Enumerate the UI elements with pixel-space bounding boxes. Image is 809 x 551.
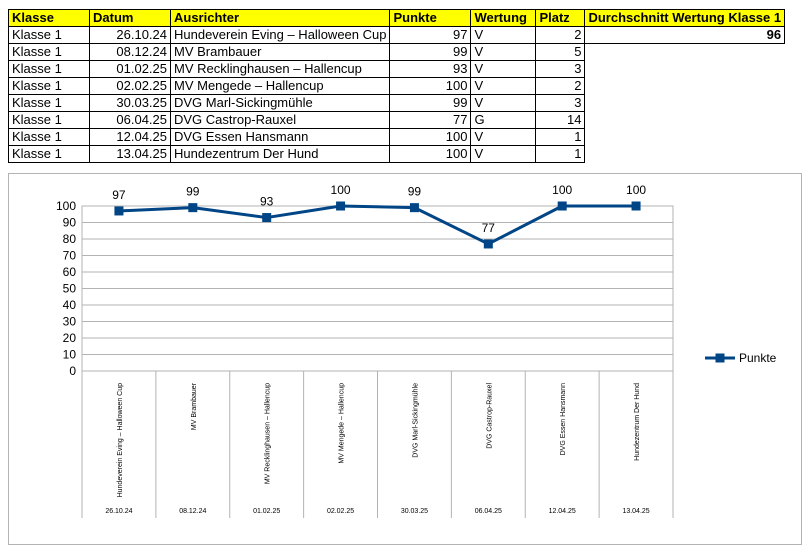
y-tick-label: 30 (62, 314, 76, 329)
cell-klasse[interactable]: Klasse 1 (9, 146, 90, 163)
x-date-label: 30.03.25 (400, 508, 429, 515)
cell-wertung[interactable]: V (471, 95, 536, 112)
cell-punkte[interactable]: 100 (390, 78, 471, 95)
cell-punkte[interactable]: 93 (390, 61, 471, 78)
x-category-label: MV Mengede – Hallencup (338, 383, 346, 464)
empty-cell (585, 61, 785, 78)
x-category-label: DVG Castrop-Rauxel (486, 383, 494, 449)
x-date-label: 02.02.25 (326, 508, 355, 515)
x-category-label: MV Brambauer (190, 383, 198, 431)
data-point[interactable] (632, 202, 641, 211)
x-category-label: MV Recklinghausen – Hallencup (264, 383, 272, 485)
header-klasse[interactable]: Klasse (9, 10, 90, 27)
cell-platz[interactable]: 2 (536, 78, 585, 95)
data-point[interactable] (188, 203, 197, 212)
table-row (9, 129, 785, 146)
cell-klasse[interactable]: Klasse 1 (9, 129, 90, 146)
cell-ausrichter[interactable]: MV Brambauer (171, 44, 390, 61)
empty-cell (585, 112, 785, 129)
header-average[interactable]: Durchschnitt Wertung Klasse 1 (585, 10, 785, 27)
cell-ausrichter[interactable]: Hundezentrum Der Hund (171, 146, 390, 163)
data-label: 100 (626, 183, 647, 197)
cell-wertung[interactable]: V (471, 27, 536, 44)
table-row (9, 112, 785, 129)
data-point[interactable] (114, 206, 123, 215)
x-date-label: 12.04.25 (548, 508, 576, 515)
y-tick-label: 20 (62, 331, 76, 345)
y-tick-label: 100 (55, 199, 76, 213)
cell-wertung[interactable]: V (471, 78, 536, 95)
y-tick-label: 0 (69, 364, 76, 378)
cell-datum[interactable]: 08.12.24 (90, 44, 171, 61)
cell-klasse[interactable]: Klasse 1 (9, 61, 90, 78)
cell-wertung[interactable]: V (471, 146, 536, 163)
cell-platz[interactable]: 2 (536, 27, 585, 44)
cell-datum[interactable]: 01.02.25 (90, 61, 171, 78)
cell-klasse[interactable]: Klasse 1 (9, 95, 90, 112)
header-punkte[interactable]: Punkte (390, 10, 471, 27)
cell-ausrichter[interactable]: DVG Castrop-Rauxel (171, 112, 390, 129)
cell-wertung[interactable]: V (471, 61, 536, 78)
x-category-label: Hundezentrum Der Hund (634, 383, 642, 461)
data-label: 99 (186, 184, 200, 199)
data-label: 77 (481, 220, 495, 235)
cell-datum[interactable]: 02.02.25 (90, 78, 171, 95)
data-label: 100 (552, 183, 573, 197)
x-date-label: 13.04.25 (622, 508, 650, 515)
empty-cell (585, 129, 785, 146)
cell-punkte[interactable]: 100 (390, 129, 471, 146)
legend-marker (716, 354, 725, 363)
x-date-label: 08.12.24 (179, 508, 207, 515)
cell-datum[interactable]: 13.04.25 (90, 146, 171, 163)
cell-datum[interactable]: 06.04.25 (90, 112, 171, 129)
cell-datum[interactable]: 26.10.24 (90, 27, 171, 44)
cell-platz[interactable]: 3 (536, 95, 585, 112)
data-point[interactable] (484, 239, 493, 248)
cell-klasse[interactable]: Klasse 1 (9, 44, 90, 61)
cell-ausrichter[interactable]: DVG Marl-Sickingmühle (171, 95, 390, 112)
table-row (9, 44, 785, 61)
data-label: 99 (407, 184, 422, 199)
empty-cell (585, 146, 785, 163)
empty-cell (585, 78, 785, 95)
y-tick-label: 60 (62, 265, 76, 279)
data-label: 93 (260, 194, 274, 209)
x-category-label: Hundeverein Eving – Halloween Cup (116, 383, 124, 498)
header-wertung[interactable]: Wertung (471, 10, 536, 27)
cell-ausrichter[interactable]: DVG Essen Hansmann (171, 129, 390, 146)
cell-ausrichter[interactable]: Hundeverein Eving – Halloween Cup (171, 27, 390, 44)
y-tick-label: 40 (62, 298, 76, 312)
data-table (8, 9, 785, 163)
cell-datum[interactable]: 12.04.25 (90, 129, 171, 146)
data-point[interactable] (558, 202, 567, 211)
x-date-label: 26.10.24 (105, 508, 133, 515)
cell-platz[interactable]: 3 (536, 61, 585, 78)
chart-frame (9, 174, 802, 545)
y-tick-label: 70 (62, 248, 76, 263)
cell-platz[interactable]: 5 (536, 44, 585, 61)
cell-punkte[interactable]: 99 (390, 95, 471, 112)
x-category-label: DVG Marl-Sickingmühle (412, 383, 420, 458)
legend-label: Punkte (739, 351, 777, 365)
y-tick-label: 80 (62, 232, 76, 246)
cell-wertung[interactable]: V (471, 44, 536, 61)
table-row (9, 95, 785, 112)
cell-datum[interactable]: 30.03.25 (90, 95, 171, 112)
line-chart (8, 173, 802, 545)
header-datum[interactable]: Datum (90, 10, 171, 27)
cell-klasse[interactable]: Klasse 1 (9, 27, 90, 44)
cell-wertung[interactable]: V (471, 129, 536, 146)
y-tick-label: 50 (62, 281, 76, 296)
empty-cell (585, 44, 785, 61)
cell-punkte[interactable]: 100 (390, 146, 471, 163)
average-value[interactable]: 96 (585, 27, 785, 44)
cell-wertung[interactable]: G (471, 112, 536, 129)
cell-klasse[interactable]: Klasse 1 (9, 112, 90, 129)
cell-platz[interactable]: 1 (536, 129, 585, 146)
data-point[interactable] (262, 213, 271, 222)
header-ausrichter[interactable]: Ausrichter (171, 10, 390, 27)
cell-punkte[interactable]: 99 (390, 44, 471, 61)
empty-cell (585, 95, 785, 112)
data-point[interactable] (410, 203, 419, 212)
header-platz[interactable]: Platz (536, 10, 585, 27)
cell-punkte[interactable]: 97 (390, 27, 471, 44)
x-date-label: 01.02.25 (253, 508, 281, 515)
cell-punkte[interactable]: 77 (390, 112, 471, 129)
data-point[interactable] (336, 202, 345, 211)
header-row (9, 10, 785, 27)
cell-klasse[interactable]: Klasse 1 (9, 78, 90, 95)
y-tick-label: 90 (62, 215, 76, 230)
x-category-label: DVG Essen Hansmann (560, 383, 568, 456)
cell-ausrichter[interactable]: MV Mengede – Hallencup (171, 78, 390, 95)
data-label: 100 (330, 183, 351, 197)
table-row (9, 78, 785, 95)
table-row (9, 27, 785, 44)
y-tick-label: 10 (62, 347, 76, 362)
cell-ausrichter[interactable]: MV Recklinghausen – Hallencup (171, 61, 390, 78)
cell-platz[interactable]: 14 (536, 112, 585, 129)
x-date-label: 06.04.25 (474, 508, 502, 515)
table-row (9, 146, 785, 163)
table-row (9, 61, 785, 78)
cell-platz[interactable]: 1 (536, 146, 585, 163)
data-label: 97 (112, 187, 126, 202)
